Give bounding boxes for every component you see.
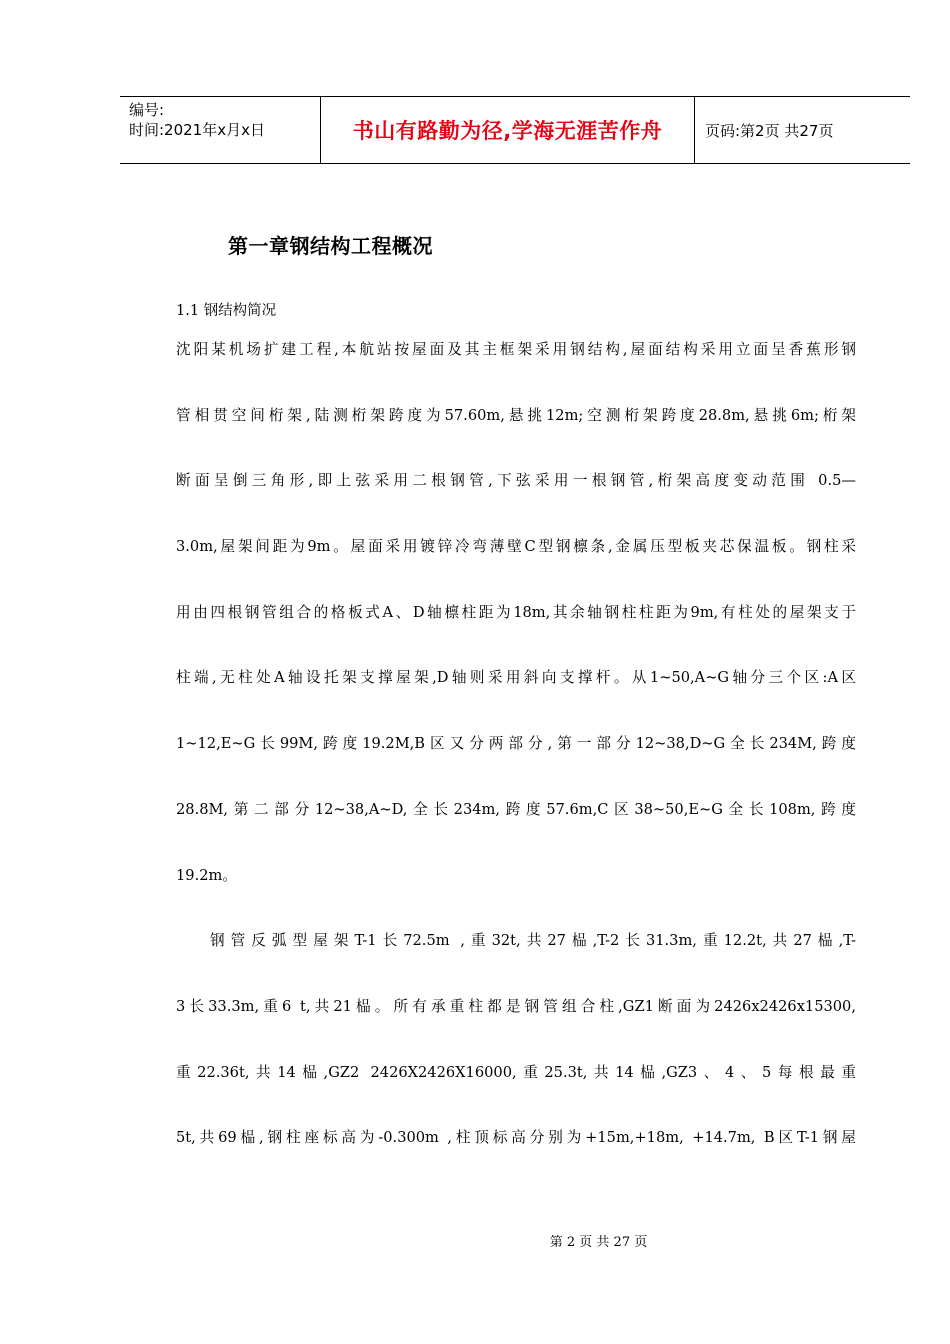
header-motto-cell [321,97,695,163]
document-number-label: 编号: [129,101,165,119]
header-meta-cell [120,97,321,163]
section-title: 1.1 钢结构简况 [176,303,277,319]
paragraph-line: 1~12,E~G长99M,跨度19.2M,B区又分两部分,第一部分12~38,D~G全长234M,跨度 [176,735,856,753]
body-text [176,340,856,1194]
paragraph-line: 5t,共69榀,钢柱座标高为-0.300m ,柱顶标高分别为+15m,+18m, +14.7m, B区T-1钢屋 [176,1129,856,1147]
paragraph-line: 重22.36t,共14榀,GZ2 2426X2426X16000,重25.3t,共14榀,GZ3、4、5每根最重 [176,1063,856,1081]
header-table [120,96,910,164]
header-page-info: 页码:第2页 共27页 [705,121,834,140]
header-motto: 书山有路勤为径,学海无涯苦作舟 [352,119,663,143]
paragraph-line: 28.8M,第二部分12~38,A~D,全长234m,跨度57.6m,C区38~50,E~G全长108m,跨度 [176,800,856,818]
document-time-label: 时间:2021年x月x日 [129,121,265,139]
paragraph-line: 3.0m,屋架间距为9m。屋面采用镀锌冷弯薄壁C型钢檩条,金属压型板夹芯保温板。钢柱采 [176,538,856,556]
page-footer [0,1231,950,1250]
paragraph-line: 沈阳某机场扩建工程,本航站按屋面及其主框架采用钢结构,屋面结构采用立面呈香蕉形钢 [176,341,856,358]
paragraph-line: 钢管反弧型屋架T-1长72.5m ,重32t,共27榀,T-2长31.3m,重12.2t,共27榀,T- [210,932,856,950]
footer-page-number: 第 2 页 共 27 页 [549,1235,648,1250]
chapter-title: 第一章钢结构工程概况 [228,234,433,258]
paragraph-line: 用由四根钢管组合的格板式A、D轴檩柱距为18m,其余轴钢柱柱距为9m,有柱处的屋架支于 [176,603,856,621]
paragraph-line: 3长33.3m,重6 t,共21榀。所有承重柱都是钢管组合柱,GZ1断面为2426x2426x15300, [176,997,856,1015]
paragraph-line: 柱端,无柱处A轴设托架支撑屋架,D轴则采用斜向支撑杆。从1~50,A~G轴分三个区:A区 [176,669,856,687]
paragraph-line: 管相贯空间桁架,陆测桁架跨度为57.60m,悬挑12m;空测桁架跨度28.8m,悬挑6m;桁架 [176,406,856,424]
header-page-cell [695,97,910,163]
paragraph-line: 断面呈倒三角形,即上弦采用二根钢管,下弦采用一根钢管,桁架高度变动范围 0.5— [176,472,856,490]
paragraph-line: 19.2m。 [176,866,237,884]
